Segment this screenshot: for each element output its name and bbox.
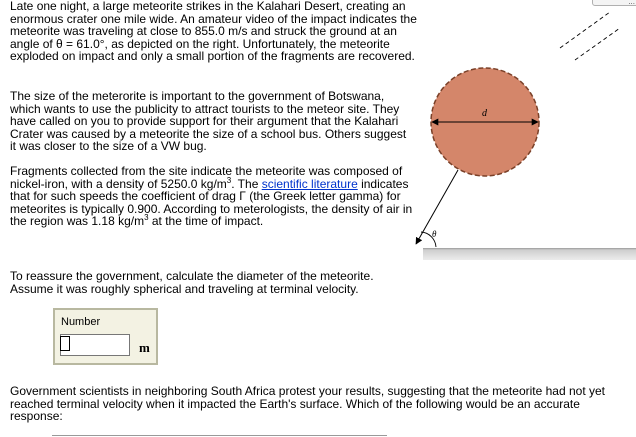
fragments-text-c: indicates that for such speeds the coefficient of drag Γ (the Greek letter gamma) for meteorites is typically 0.900. According to meterologists, the density of air in the region was 1.18 kg/m bbox=[10, 176, 413, 229]
fragments-text-d: at the time of impact. bbox=[148, 214, 264, 229]
meteor-trail-left bbox=[560, 12, 610, 48]
paragraph-government: The size of the meterorite is important to the government of Botswana, which wants to use the publicity to attract tourists to the meteor site. They have called on you to provide support for their argument that the Kalahari Crater was caused by a meteorite the size of a school bus. Others suggest it was closer to the size of a VW bug. bbox=[10, 89, 407, 154]
fragments-text-b: . The bbox=[231, 176, 262, 191]
bottom-divider bbox=[52, 435, 387, 436]
meteor-figure bbox=[405, 0, 636, 265]
superscript-3b: 3 bbox=[144, 213, 149, 223]
paragraph-intro: Late one night, a large meteorite strikes in the Kalahari Desert, creating an enormous crater one mile wide. An amateur video of the impact indicates the meteorite was traveling at close to 855.0 m/s and struck the ground at an angle of θ = 61.0°, as depicted on the right. Unfortunately, the meteorite exploded on impact and only a small portion of the fragments are recovered. bbox=[10, 0, 417, 64]
diameter-label: d bbox=[482, 108, 487, 119]
unit-label: m bbox=[139, 340, 150, 355]
trajectory-arrow bbox=[416, 170, 458, 244]
scientific-literature-link[interactable]: scientific literature bbox=[261, 176, 358, 191]
number-input[interactable] bbox=[60, 334, 130, 356]
angle-label: θ bbox=[432, 229, 437, 239]
fragments-text-a: Fragments collected from the site indicate the meteorite was composed of nickel-iron, with a density of 5250.0 kg/m bbox=[10, 164, 403, 191]
number-answer-box bbox=[53, 308, 158, 365]
number-label: Number bbox=[61, 316, 101, 328]
paragraph-followup: Government scientists in neighboring South Africa protest your results, suggesting that the meteorite had not yet reached terminal velocity when it impacted the Earth's surface. Which of the following would be an accurate response: bbox=[10, 384, 605, 424]
corner-button-label: ... bbox=[628, 0, 635, 6]
meteor-trail-right bbox=[575, 28, 620, 60]
paragraph-task: To reassure the government, calculate the diameter of the meteorite. Assume it was roughly spherical and traveling at terminal velocity. bbox=[10, 269, 374, 296]
paragraph-fragments bbox=[10, 165, 415, 228]
superscript-3a: 3 bbox=[226, 175, 232, 185]
